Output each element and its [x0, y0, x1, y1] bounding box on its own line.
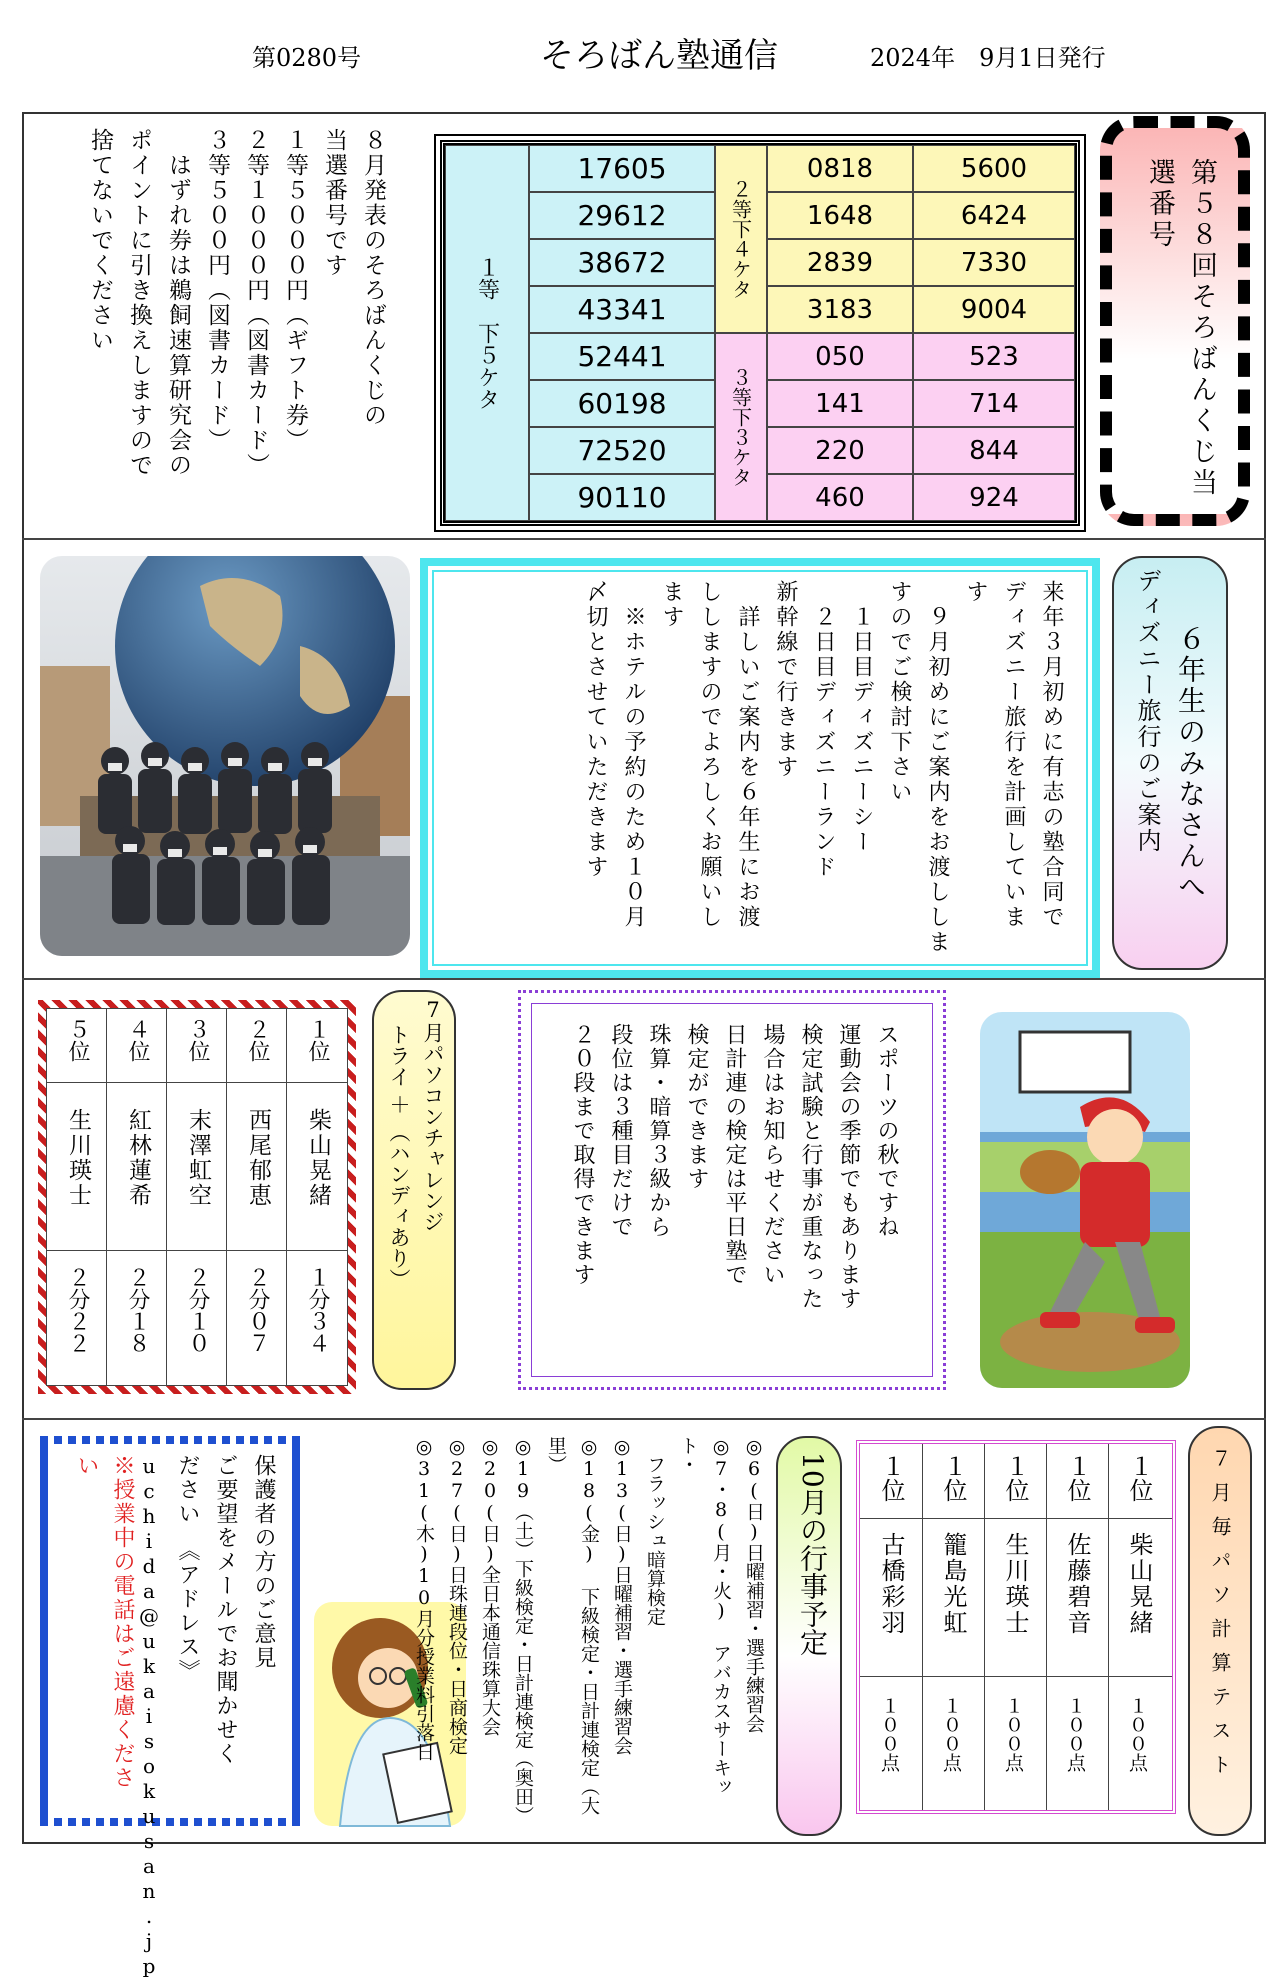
first-number: 52441: [529, 333, 715, 380]
third-number: 523: [913, 333, 1075, 380]
first-prize-label: １等 下５ケタ: [445, 145, 529, 521]
second-number: 5600: [913, 145, 1075, 192]
second-number: 1648: [767, 192, 913, 239]
test-score: １００点: [878, 1696, 900, 1772]
lottery-title-box: [1100, 116, 1250, 526]
pc-time: ２分１０: [185, 1266, 210, 1354]
first-number: 29612: [529, 192, 715, 239]
pc-time: １分３４: [305, 1266, 330, 1354]
second-number: 6424: [913, 192, 1075, 239]
test-rank: １位: [877, 1454, 905, 1502]
first-number: 72520: [529, 427, 715, 474]
pc-rank: ２位: [245, 1018, 270, 1062]
pc-test-title: ７月毎パソ計算テスト: [1208, 1448, 1232, 1788]
pc-name: 紅林蓮希: [125, 1108, 151, 1208]
first-number: 43341: [529, 286, 715, 333]
pc-time: ２分２２: [65, 1266, 90, 1354]
pc-challenge-subtitle: トライ ＋ （ハンディあり）: [387, 1024, 411, 1290]
test-score: １００点: [940, 1696, 962, 1772]
test-score: １００点: [1064, 1696, 1086, 1772]
pc-challenge-title-box: [372, 990, 456, 1390]
pc-rank: １位: [305, 1018, 330, 1062]
pc-rank: ４位: [125, 1018, 150, 1062]
test-score: １００点: [1002, 1696, 1024, 1772]
pc-name: 生川瑛士: [65, 1108, 91, 1208]
first-number: 38672: [529, 239, 715, 286]
pc-test-title-box: [1188, 1426, 1252, 1836]
globe-group-photo: [40, 556, 410, 956]
pc-rank: ３位: [185, 1018, 210, 1062]
first-number: 60198: [529, 380, 715, 427]
test-name: 柴山晃緒: [1125, 1532, 1153, 1636]
contact-body: 保護者の方のご意見 ご要望をメールでお聞かせく ださい 《アドレス》 uchida@ukaisokusan.jp: [112, 1454, 282, 1804]
divider-2: [22, 978, 1266, 980]
second-prize-label: ２等下４ケタ: [715, 145, 767, 333]
pc-name: 末澤虹空: [185, 1108, 211, 1208]
test-rank: １位: [1001, 1454, 1029, 1502]
sports-notice-box: [518, 990, 946, 1390]
issue-number: 第0280号: [252, 44, 362, 72]
third-number: 050: [767, 333, 913, 380]
lottery-table: [440, 140, 1080, 526]
third-number: 844: [913, 427, 1075, 474]
october-title: 10月の行事予定: [796, 1452, 829, 1656]
test-name: 古橋彩羽: [877, 1532, 905, 1636]
pc-challenge-title: 7月パソコンチャレンジ: [421, 998, 445, 1232]
contact-box: [40, 1436, 300, 1979]
third-prize-label: ３等下３ケタ: [715, 333, 767, 521]
second-number: 0818: [767, 145, 913, 192]
second-number: 2839: [767, 239, 913, 286]
pc-rank: ５位: [65, 1018, 90, 1062]
phone-warning: ※授業中の電話はご遠慮ください: [74, 1454, 135, 1790]
page-title: そろばん塾通信: [540, 36, 778, 76]
second-number: 9004: [913, 286, 1075, 333]
october-events: ◎6(日)日曜補習・選手練習会 ◎7・8(月・火) アバカスサーキット・ フラッシュ暗算検定 ◎13(日)日曜補習・選手練習会 ◎18(金) 下級検定・日計連検定（大里） ◎19（土）下級検定・日計連検定（奥田） ◎20(日)全日本通信珠算大会 ◎27(日)日珠連段位・日商検定 ◎31(木)10月分授業料引落日: [413, 1436, 765, 1825]
divider-1: [22, 538, 1266, 540]
pc-time: ２分１８: [125, 1266, 150, 1354]
first-number: 90110: [529, 474, 715, 521]
lottery-intro: ８月発表のそろばんくじの 当選番号です １等５０００円（ギフト券） ２等１０００円（図書カード） ３等５００円（図書カード） はずれ券は鵜飼速算研究会の ポイントに引き換えしますので 捨てないでください: [87, 128, 386, 478]
third-number: 141: [767, 380, 913, 427]
october-title-box: [776, 1436, 842, 1836]
test-rank: １位: [1125, 1454, 1153, 1502]
pc-test-table: [856, 1440, 1176, 1814]
test-rank: １位: [939, 1454, 967, 1502]
third-number: 220: [767, 427, 913, 474]
trip-body: 来年３月初めに有志の塾合同で ディズニー旅行を計画していま す ９月初めにご案内をお渡ししま すのでご検討下さい １日目ディズニーシー ２日目ディズニーランド 新幹線で行きます 詳しいご案内を６年生にお渡 ししますのでよろしくお願いし ます ※ホテルの予約のため１０月 〆切とさせていただきます: [583, 580, 1064, 955]
pc-challenge-table: [38, 1000, 356, 1394]
divider-3: [22, 1418, 1266, 1420]
lottery-title: 第５８回そろばんくじ当選番号: [1144, 158, 1217, 499]
third-number: 460: [767, 474, 913, 521]
trip-notice-box: [420, 558, 1100, 978]
issue-date: 2024年 9月1日発行: [870, 44, 1106, 72]
first-number: 17605: [529, 145, 715, 192]
trip-title: ６年生のみなさんへ: [1174, 624, 1207, 903]
sports-body: スポーツの秋ですね 運動会の季節でもあります 検定試験と行事が重なった 場合はお知らせください 日計連の検定は平日塾で 検定ができます 珠算・暗算３級から 段位は３種目だけで ２０段まで取得できます: [570, 1023, 899, 1311]
pc-name: 西尾郁恵: [245, 1108, 271, 1208]
trip-title-box: [1112, 556, 1228, 970]
email-address: uchida@ukaisokusan.jp: [137, 1454, 161, 1979]
baseball-player-illustration: [980, 1012, 1190, 1388]
test-name: 籠島光虹: [939, 1532, 967, 1636]
third-number: 924: [913, 474, 1075, 521]
test-rank: １位: [1063, 1454, 1091, 1502]
second-number: 3183: [767, 286, 913, 333]
test-score: １００点: [1126, 1696, 1148, 1772]
test-name: 生川瑛士: [1001, 1532, 1029, 1636]
second-number: 7330: [913, 239, 1075, 286]
pc-time: ２分０７: [245, 1266, 270, 1354]
third-number: 714: [913, 380, 1075, 427]
test-name: 佐藤碧音: [1063, 1532, 1091, 1636]
trip-subtitle: ディズニー旅行のご案内: [1133, 568, 1161, 854]
pc-name: 柴山晃緒: [305, 1108, 331, 1208]
